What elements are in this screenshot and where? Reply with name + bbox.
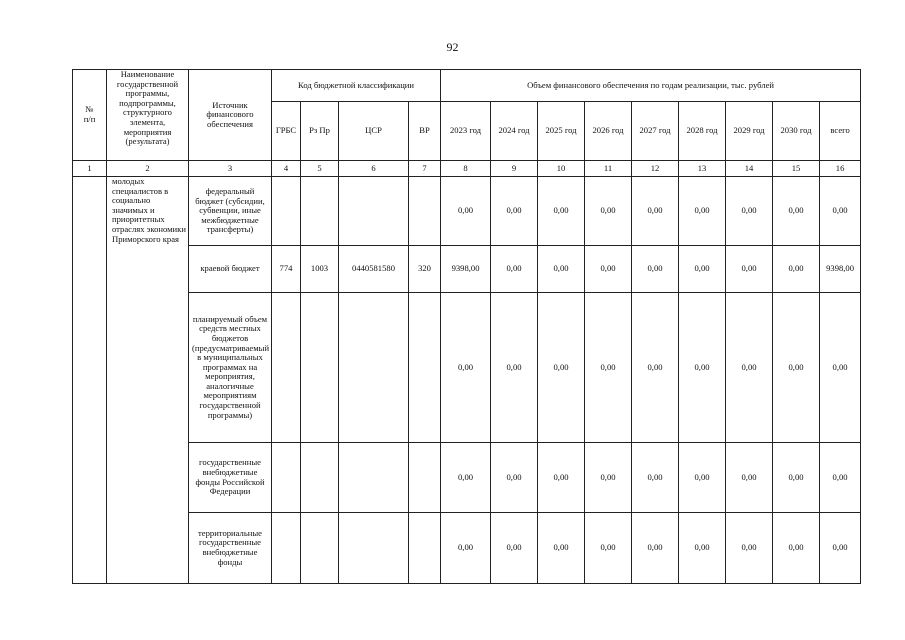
value-2023: 0,00 — [441, 443, 491, 513]
value-2025: 0,00 — [538, 443, 585, 513]
csr-cell: 0440581580 — [339, 246, 409, 293]
value-total: 0,00 — [820, 293, 861, 443]
header-source: Источник финансового обеспечения — [189, 70, 272, 161]
value-2026: 0,00 — [585, 177, 632, 246]
column-number: 3 — [189, 161, 272, 177]
value-2027: 0,00 — [632, 293, 679, 443]
rzpr-cell — [301, 443, 339, 513]
source-cell: планируемый объем средств местных бюджетов (предусматриваемый в муниципальных программах на мероприятия, аналогичные мероприятиям государственной программы) — [189, 293, 272, 443]
value-2024: 0,00 — [491, 177, 538, 246]
value-2023: 0,00 — [441, 293, 491, 443]
value-2024: 0,00 — [491, 443, 538, 513]
header-grbs: ГРБС — [272, 102, 301, 161]
value-2025: 0,00 — [538, 513, 585, 584]
column-number: 5 — [301, 161, 339, 177]
header-2023: 2023 год — [441, 102, 491, 161]
value-2029: 0,00 — [726, 177, 773, 246]
header-volume-group: Объем финансового обеспечения по годам реализации, тыс. рублей — [441, 70, 861, 102]
header-code-group: Код бюджетной классификации — [272, 70, 441, 102]
value-2030: 0,00 — [773, 177, 820, 246]
column-number: 9 — [491, 161, 538, 177]
page-number: 92 — [446, 40, 459, 54]
column-number: 4 — [272, 161, 301, 177]
grbs-cell — [272, 513, 301, 584]
csr-cell — [339, 177, 409, 246]
value-2024: 0,00 — [491, 293, 538, 443]
value-2030: 0,00 — [773, 513, 820, 584]
value-2028: 0,00 — [679, 293, 726, 443]
header-2030: 2030 год — [773, 102, 820, 161]
value-2029: 0,00 — [726, 443, 773, 513]
value-2028: 0,00 — [679, 513, 726, 584]
vr-cell: 320 — [409, 246, 441, 293]
header-2026: 2026 год — [585, 102, 632, 161]
column-number-row — [73, 161, 861, 177]
value-total: 0,00 — [820, 177, 861, 246]
value-2025: 0,00 — [538, 177, 585, 246]
value-2028: 0,00 — [679, 443, 726, 513]
column-number: 7 — [409, 161, 441, 177]
vr-cell — [409, 177, 441, 246]
value-2027: 0,00 — [632, 513, 679, 584]
value-2023: 0,00 — [441, 177, 491, 246]
value-2026: 0,00 — [585, 246, 632, 293]
item-name-cell: молодых специалистов в социально значимых и приоритетных отраслях экономики Приморского края — [107, 177, 189, 584]
value-2030: 0,00 — [773, 246, 820, 293]
header-2028: 2028 год — [679, 102, 726, 161]
csr-cell — [339, 443, 409, 513]
value-2026: 0,00 — [585, 293, 632, 443]
vr-cell — [409, 443, 441, 513]
header-csr: ЦСР — [339, 102, 409, 161]
column-number: 16 — [820, 161, 861, 177]
header-name: Наименование государственной программы, подпрограммы, структурного элемента, мероприятия (результата) — [107, 70, 189, 161]
value-2024: 0,00 — [491, 246, 538, 293]
table-row — [73, 246, 861, 293]
value-2029: 0,00 — [726, 246, 773, 293]
header-rzpr: Рз Пр — [301, 102, 339, 161]
rzpr-cell — [301, 513, 339, 584]
value-2024: 0,00 — [491, 513, 538, 584]
header-2025: 2025 год — [538, 102, 585, 161]
header-total: всего — [820, 102, 861, 161]
budget-table — [72, 69, 861, 584]
value-2028: 0,00 — [679, 246, 726, 293]
value-2026: 0,00 — [585, 513, 632, 584]
header-row-top — [73, 70, 861, 102]
vr-cell — [409, 513, 441, 584]
value-total: 0,00 — [820, 443, 861, 513]
value-2027: 0,00 — [632, 246, 679, 293]
column-number: 11 — [585, 161, 632, 177]
header-2027: 2027 год — [632, 102, 679, 161]
column-number: 15 — [773, 161, 820, 177]
table-row — [73, 293, 861, 443]
column-number: 10 — [538, 161, 585, 177]
source-cell: государственные внебюджетные фонды Российской Федерации — [189, 443, 272, 513]
source-cell: территориальные государственные внебюджетные фонды — [189, 513, 272, 584]
value-2027: 0,00 — [632, 443, 679, 513]
column-number: 13 — [679, 161, 726, 177]
value-2025: 0,00 — [538, 293, 585, 443]
source-cell: краевой бюджет — [189, 246, 272, 293]
table-row — [73, 177, 861, 246]
column-number: 8 — [441, 161, 491, 177]
grbs-cell — [272, 443, 301, 513]
value-2028: 0,00 — [679, 177, 726, 246]
column-number: 2 — [107, 161, 189, 177]
header-vr: ВР — [409, 102, 441, 161]
value-2030: 0,00 — [773, 293, 820, 443]
table-row — [73, 513, 861, 584]
value-total: 0,00 — [820, 513, 861, 584]
header-2029: 2029 год — [726, 102, 773, 161]
rzpr-cell: 1003 — [301, 246, 339, 293]
value-total: 9398,00 — [820, 246, 861, 293]
value-2029: 0,00 — [726, 513, 773, 584]
value-2023: 9398,00 — [441, 246, 491, 293]
column-number: 1 — [73, 161, 107, 177]
grbs-cell: 774 — [272, 246, 301, 293]
header-num: № п/п — [73, 70, 107, 161]
column-number: 6 — [339, 161, 409, 177]
value-2025: 0,00 — [538, 246, 585, 293]
csr-cell — [339, 513, 409, 584]
csr-cell — [339, 293, 409, 443]
vr-cell — [409, 293, 441, 443]
value-2029: 0,00 — [726, 293, 773, 443]
column-number: 12 — [632, 161, 679, 177]
value-2030: 0,00 — [773, 443, 820, 513]
row-number-cell — [73, 177, 107, 584]
value-2023: 0,00 — [441, 513, 491, 584]
source-cell: федеральный бюджет (субсидии, субвенции, иные межбюджетные трансферты) — [189, 177, 272, 246]
grbs-cell — [272, 177, 301, 246]
rzpr-cell — [301, 293, 339, 443]
table-row — [73, 443, 861, 513]
column-number: 14 — [726, 161, 773, 177]
header-2024: 2024 год — [491, 102, 538, 161]
rzpr-cell — [301, 177, 339, 246]
value-2027: 0,00 — [632, 177, 679, 246]
value-2026: 0,00 — [585, 443, 632, 513]
grbs-cell — [272, 293, 301, 443]
